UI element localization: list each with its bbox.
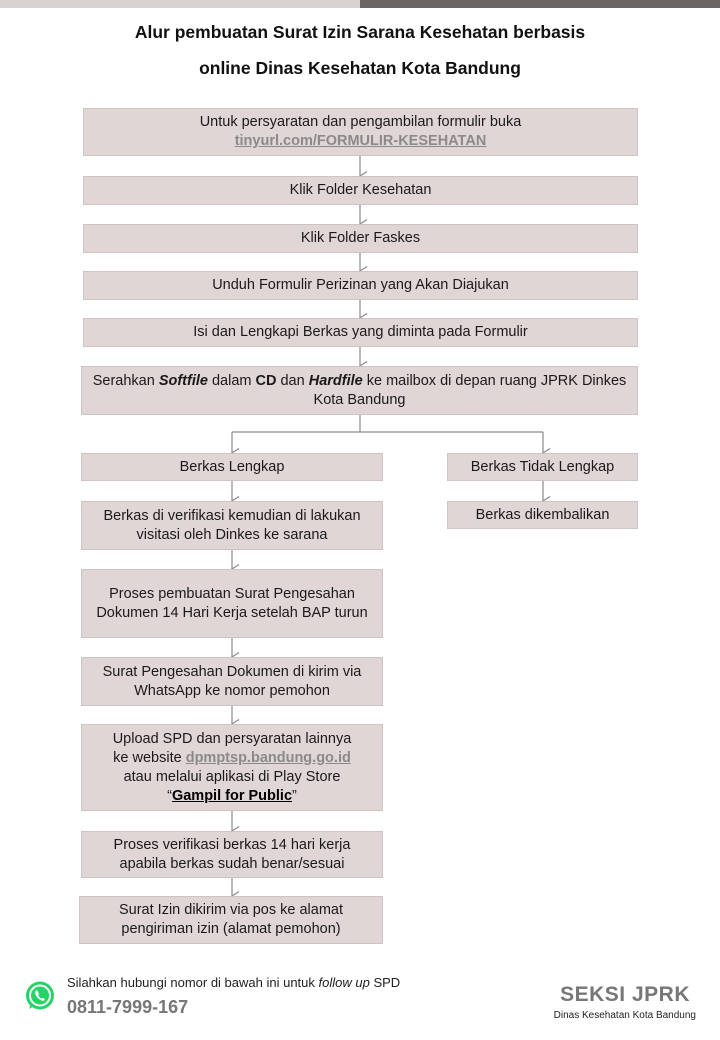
step-isi-berkas: Isi dan Lengkapi Berkas yang diminta pada Formulir	[83, 318, 638, 347]
step-berkas-dikembalikan: Berkas dikembalikan	[447, 501, 638, 529]
step-verifikasi-14-hari: Proses verifikasi berkas 14 hari kerja apabila berkas sudah benar/sesuai	[81, 831, 383, 878]
step-pembuatan-surat-pengesahan: Proses pembuatan Surat Pengesahan Dokumen 14 Hari Kerja setelah BAP turun	[81, 569, 383, 638]
step-surat-izin-dikirim: Surat Izin dikirim via pos ke alamat pengiriman izin (alamat pemohon)	[79, 896, 383, 944]
contact-instruction: Silahkan hubungi nomor di bawah ini untuk follow up SPD	[67, 975, 401, 990]
branch-berkas-tidak-lengkap: Berkas Tidak Lengkap	[447, 453, 638, 481]
step-unduh-formulir: Unduh Formulir Perizinan yang Akan Diajukan	[83, 271, 638, 300]
contact-phone-number[interactable]: 0811-7999-167	[67, 997, 189, 1017]
branch-berkas-lengkap: Berkas Lengkap	[81, 453, 383, 481]
step-klik-folder-kesehatan: Klik Folder Kesehatan	[83, 176, 638, 205]
brand-subtitle: Dinas Kesehatan Kota Bandung	[553, 1010, 696, 1021]
website-link[interactable]: dpmptsp.bandung.go.id	[185, 749, 351, 766]
step-verifikasi-visitasi: Berkas di verifikasi kemudian di lakukan visitasi oleh Dinkes ke sarana	[81, 501, 383, 550]
step-serahkan-berkas: Serahkan Softfile dalam CD dan Hardfile ke mailbox di depan ruang JPRK Dinkes Kota Bandung	[81, 366, 638, 415]
page-title-line-1: Alur pembuatan Surat Izin Sarana Kesehatan berbasis	[134, 22, 586, 42]
page-title-line-2: online Dinas Kesehatan Kota Bandung	[199, 58, 521, 78]
step-kirim-whatsapp: Surat Pengesahan Dokumen di kirim via WhatsApp ke nomor pemohon	[81, 657, 383, 706]
step-open-form-link: Untuk persyaratan dan pengambilan formulir buka tinyurl.com/FORMULIR-KESEHATAN	[83, 108, 638, 156]
formulir-link[interactable]: tinyurl.com/FORMULIR-KESEHATAN	[234, 133, 487, 149]
step-upload-spd: Upload SPD dan persyaratan lainnya ke website dpmptsp.bandung.go.id atau melalui aplikasi di Play Store “Gampil for Public”	[81, 724, 383, 811]
brand-seksi-jprk: SEKSI JPRK	[560, 983, 690, 1006]
whatsapp-icon	[24, 980, 56, 1012]
step-klik-folder-faskes: Klik Folder Faskes	[83, 224, 638, 253]
branch-split-line	[232, 415, 543, 432]
play-store-app-link[interactable]: Gampil for Public	[171, 787, 293, 804]
